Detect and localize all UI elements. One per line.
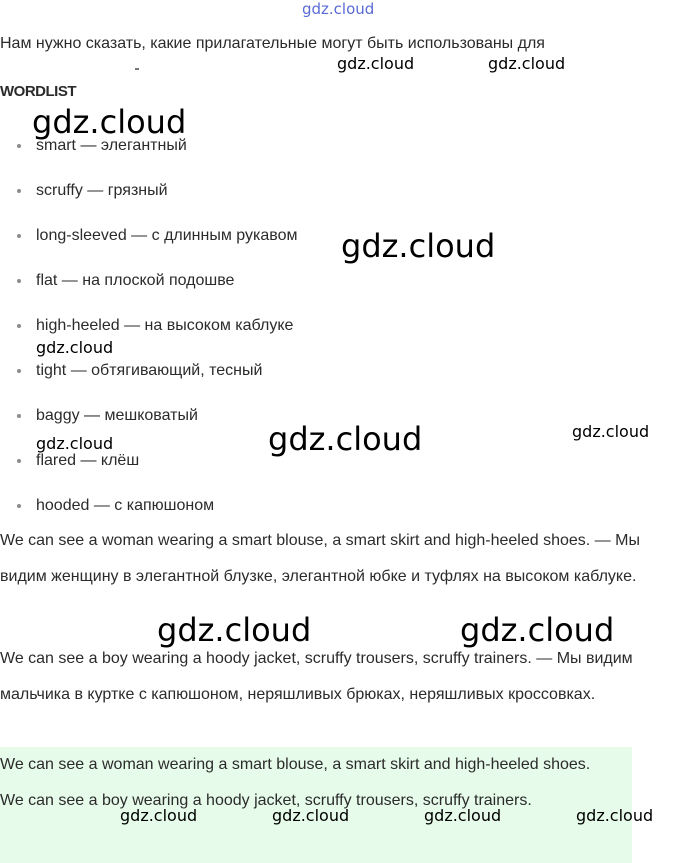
watermark: gdz.cloud [120, 806, 198, 825]
watermark-top: gdz.cloud [302, 0, 375, 18]
bullet-icon [17, 279, 21, 283]
bullet-icon [17, 144, 21, 148]
word-text: high-heeled — на высоком каблуке [36, 317, 294, 334]
bullet-icon [17, 234, 21, 238]
word-item-scruffy [0, 180, 680, 225]
highlight-line-boy: We can see a boy wearing a hoody jacket, scruffy trousers, scruffy trainers. [0, 792, 532, 809]
highlight-line-woman: We can see a woman wearing a smart blouse, a smart skirt and high-heeled shoes. [0, 756, 591, 773]
word-item-flat [0, 270, 680, 315]
watermark: gdz.cloud [341, 227, 496, 265]
word-text: tight — обтягивающий, тесный [36, 362, 263, 379]
bullet-icon [17, 189, 21, 193]
word-text: long-sleeved — с длинным рукавом [36, 227, 298, 244]
word-text: baggy — мешковатый [36, 407, 198, 424]
bullet-icon [17, 324, 21, 328]
bullet-icon [17, 504, 21, 508]
watermark: gdz.cloud [36, 434, 114, 453]
answer-paragraph-woman: We can see a woman wearing a smart blouse, a smart skirt and high-heeled shoes. — Мы видим женщину в элегантной блузке, элегантной юбке и туфлях на высоком каблуке. [0, 532, 640, 585]
watermark: gdz.cloud [424, 806, 502, 825]
intro-text: Нам нужно сказать, какие прилагательные могут быть использованы для [0, 35, 545, 52]
bullet-icon [17, 369, 21, 373]
watermark: gdz.cloud [576, 806, 654, 825]
watermark: gdz.cloud [157, 611, 312, 649]
word-text: smart — элегантный [36, 137, 187, 154]
word-item-smart [0, 135, 680, 180]
word-text: flared — клёш [36, 452, 140, 469]
bullet-icon [17, 414, 21, 418]
watermark: gdz.cloud [36, 338, 114, 357]
answer-paragraph-boy: We can see a boy wearing a hoody jacket, scruffy trousers, scruffy trainers. — Мы видим мальчика в куртке с капюшоном, неряшливых брюках, неряшливых кроссовках. [0, 650, 633, 703]
watermark: gdz.cloud [337, 54, 415, 73]
bullet-icon [17, 459, 21, 463]
watermark: gdz.cloud [488, 54, 566, 73]
word-item-long-sleeved [0, 225, 680, 270]
word-text: flat — на плоской подошве [36, 272, 235, 289]
watermark: gdz.cloud [268, 420, 423, 458]
word-text: hooded — с капюшоном [36, 497, 215, 514]
watermark: gdz.cloud [32, 103, 187, 141]
intro-truncated-mark [135, 68, 139, 70]
watermark: gdz.cloud [460, 611, 615, 649]
watermark: gdz.cloud [572, 422, 650, 441]
word-text: scruffy — грязный [36, 182, 168, 199]
wordlist-title: WORDLIST [0, 83, 76, 100]
word-item-tight [0, 360, 680, 405]
watermark: gdz.cloud [272, 806, 350, 825]
highlighted-answer-block [0, 747, 632, 863]
